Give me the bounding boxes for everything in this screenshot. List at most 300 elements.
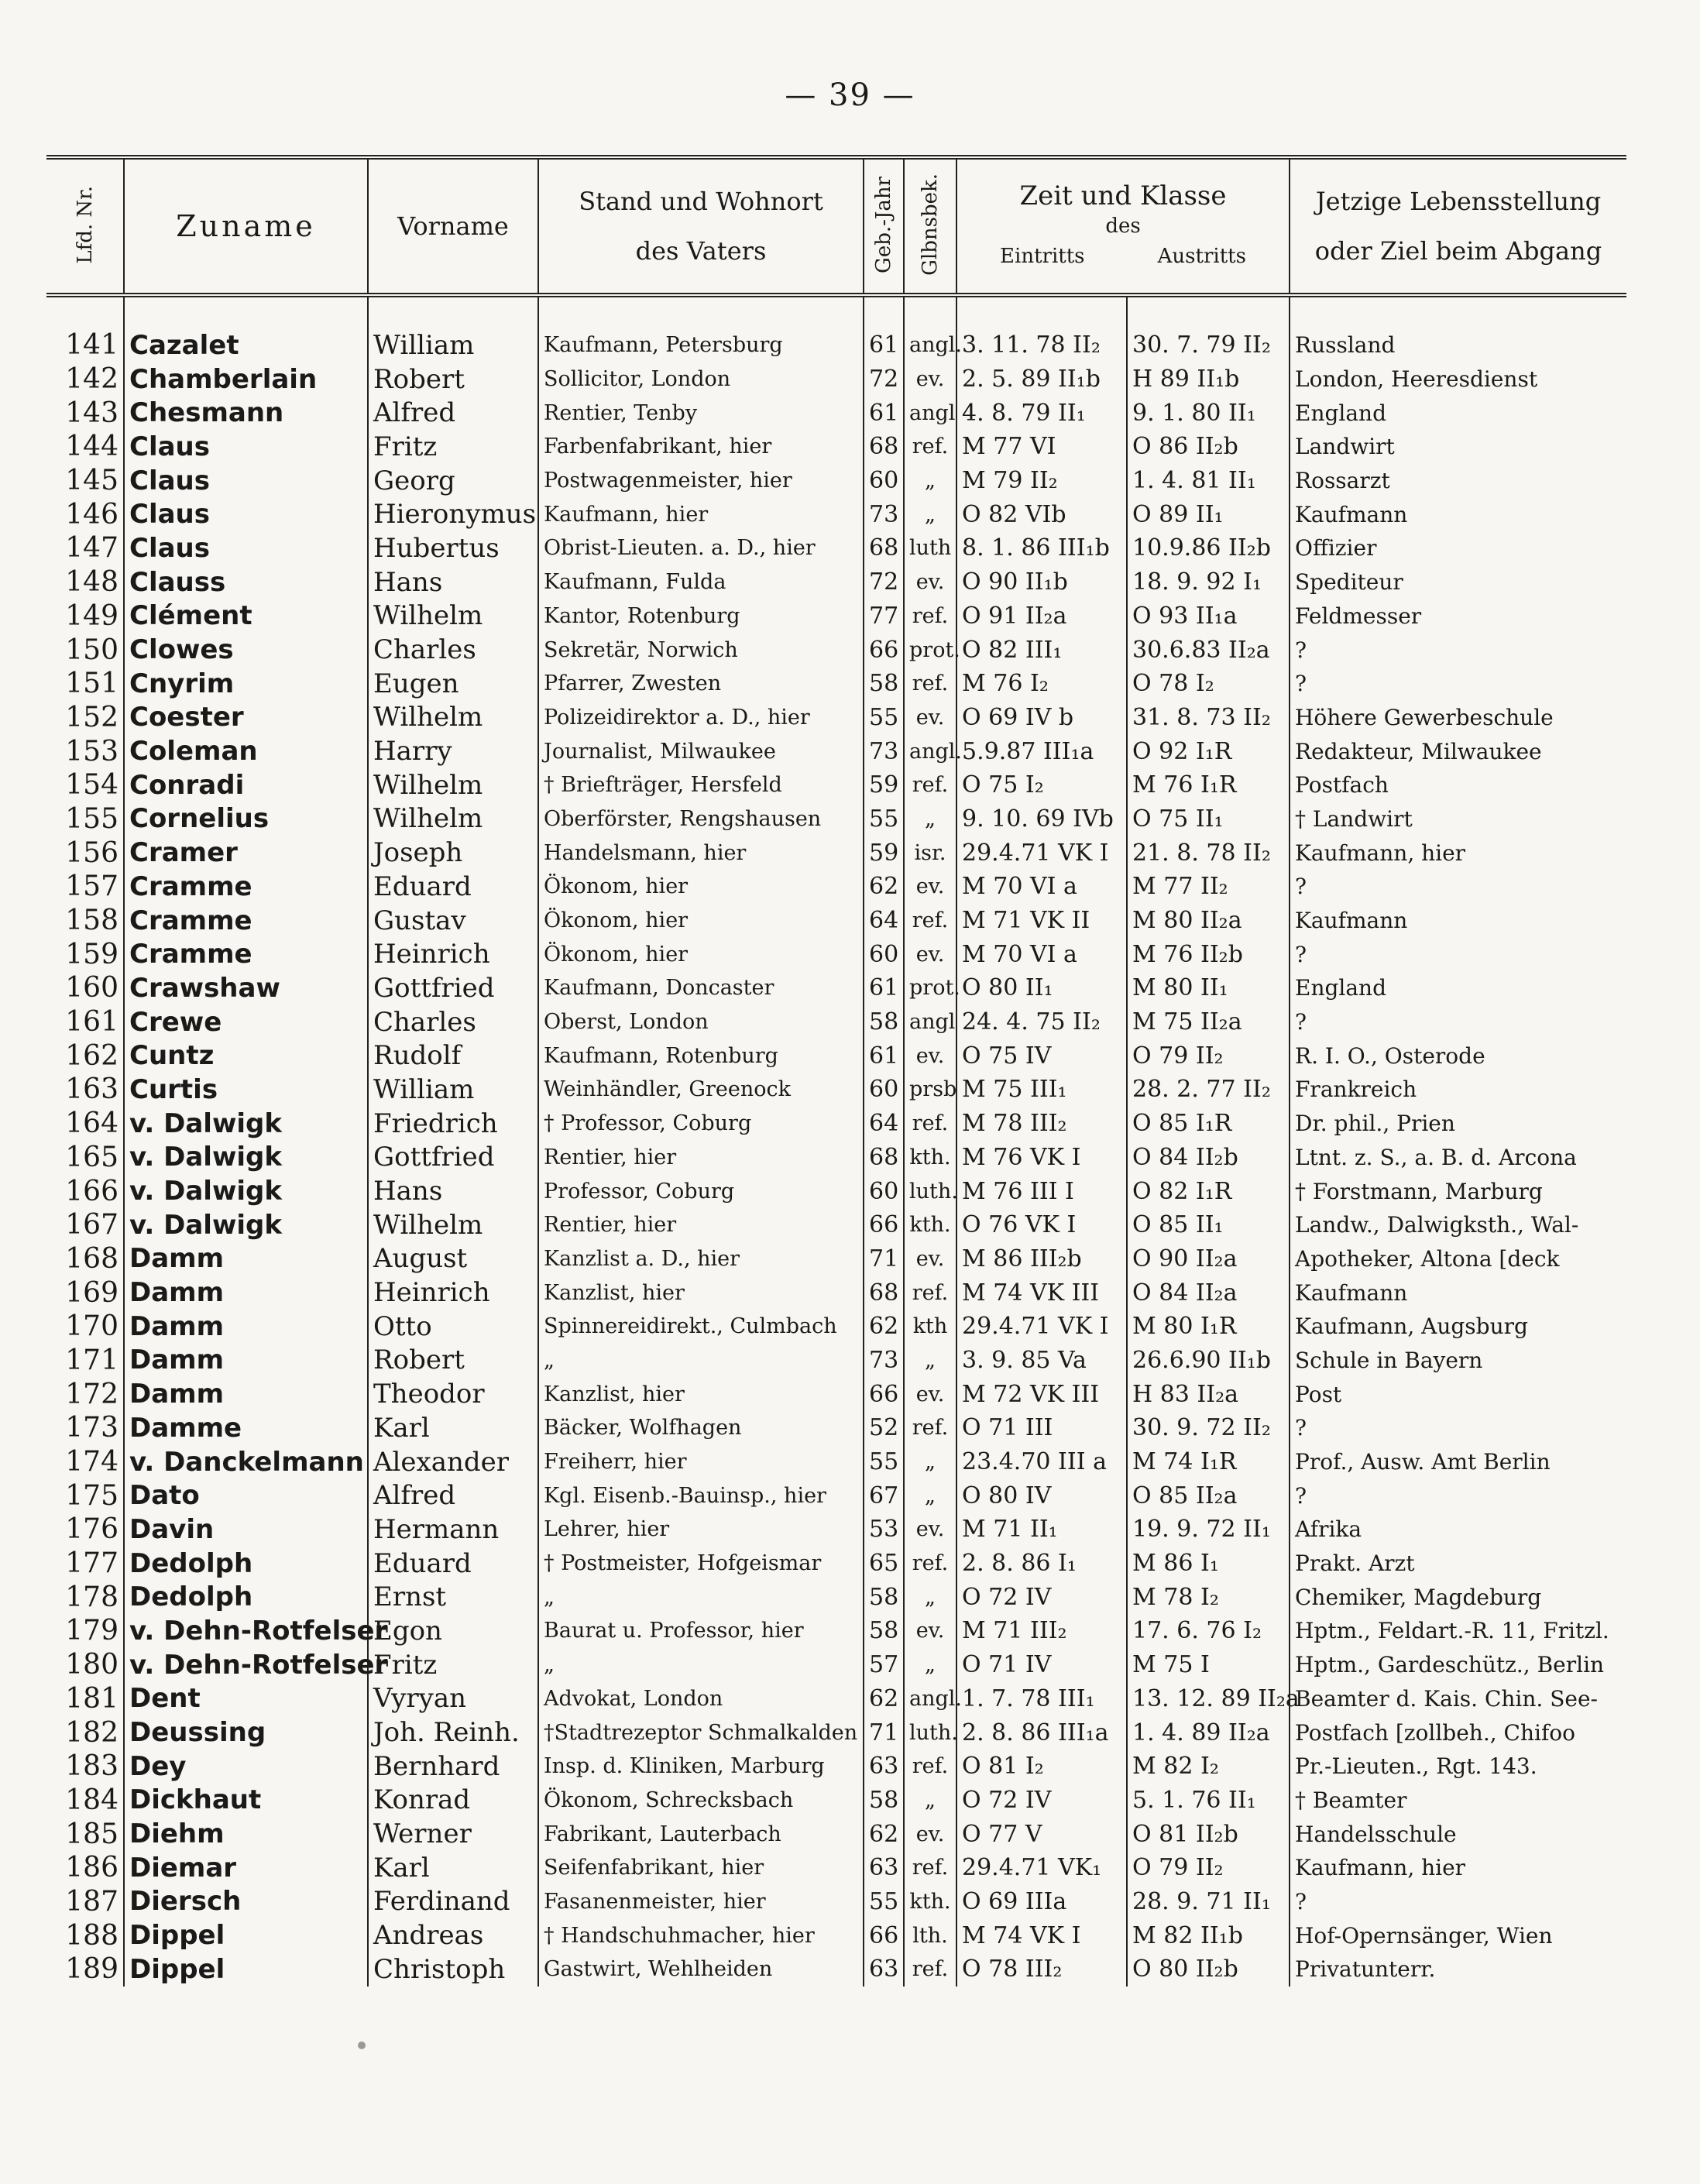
cell-austritt: M 75 I: [1127, 1648, 1290, 1682]
cell-stand: „: [538, 1580, 864, 1614]
cell-nr: 179: [46, 1614, 124, 1648]
cell-vorname: Charles: [368, 633, 538, 667]
cell-stellung: R. I. O., Osterode: [1295, 1042, 1485, 1069]
cell-glb: luth: [904, 531, 956, 565]
cell-glb: prot.: [904, 633, 956, 667]
cell-glb: ref.: [904, 599, 956, 634]
cell-nr: 188: [46, 1918, 124, 1952]
cell-stand: †Stadtrezeptor Schmalkalden: [538, 1715, 864, 1750]
cell-nr: 154: [46, 768, 124, 802]
table-row: [46, 1242, 1626, 1276]
cell-stellung: London, Heeresdienst: [1295, 366, 1538, 393]
table-row: [46, 1141, 1626, 1175]
cell-austritt: 30. 7. 79 II₂: [1127, 295, 1290, 362]
cell-vorname: Egon: [368, 1614, 538, 1648]
cell-geb: 53: [864, 1513, 904, 1547]
cell-zuname: Damm: [124, 1377, 368, 1411]
table-row: [46, 1005, 1626, 1039]
cell-zuname: Dippel: [124, 1952, 368, 1987]
header-stellung: Jetzige Lebensstellung oder Ziel beim Abgang: [1290, 157, 1626, 295]
cell-vorname: Ferdinand: [368, 1885, 538, 1919]
cell-geb: 68: [864, 1276, 904, 1310]
cell-zuname: Cramer: [124, 836, 368, 870]
cell-stellung: † Forstmann, Marburg: [1295, 1178, 1543, 1204]
cell-stand: Farbenfabrikant, hier: [538, 430, 864, 464]
cell-nr: 160: [46, 971, 124, 1005]
cell-glb: „: [904, 1445, 956, 1479]
cell-nr: 156: [46, 836, 124, 870]
cell-vorname: Ernst: [368, 1580, 538, 1614]
table-row: [46, 295, 1626, 362]
cell-geb: 73: [864, 1344, 904, 1378]
cell-stand: Fasanenmeister, hier: [538, 1885, 864, 1919]
cell-stand: Bäcker, Wolfhagen: [538, 1411, 864, 1445]
cell-stand: Ökonom, hier: [538, 904, 864, 938]
cell-stand: Kanzlist, hier: [538, 1377, 864, 1411]
table-row: [46, 362, 1626, 397]
cell-stellung: Feldmesser: [1295, 603, 1422, 629]
table-row: [46, 633, 1626, 667]
cell-eintritt: 23.4.70 III a: [956, 1445, 1127, 1479]
cell-geb: 66: [864, 1918, 904, 1952]
cell-vorname: Andreas: [368, 1918, 538, 1952]
cell-stellung: ?: [1295, 1415, 1307, 1441]
cell-stand: Kgl. Eisenb.-Bauinsp., hier: [538, 1478, 864, 1513]
cell-geb: 63: [864, 1851, 904, 1885]
cell-stellung: Kaufmann: [1295, 501, 1408, 527]
cell-vorname: Hans: [368, 565, 538, 599]
cell-austritt: 9. 1. 80 II₁: [1127, 396, 1290, 430]
cell-eintritt: O 81 I₂: [956, 1750, 1127, 1784]
table-row: [46, 1614, 1626, 1648]
cell-zuname: Damm: [124, 1344, 368, 1378]
cell-zuname: Cramme: [124, 937, 368, 971]
cell-stand: Spinnereidirekt., Culmbach: [538, 1310, 864, 1344]
cell-nr: 175: [46, 1478, 124, 1513]
cell-geb: 73: [864, 497, 904, 531]
cell-eintritt: 4. 8. 79 II₁: [956, 396, 1127, 430]
cell-austritt: O 89 II₁: [1127, 497, 1290, 531]
cell-geb: 58: [864, 1580, 904, 1614]
cell-stand: Seifenfabrikant, hier: [538, 1851, 864, 1885]
cell-stellung: † Landwirt: [1295, 805, 1413, 832]
cell-nr: 184: [46, 1784, 124, 1818]
cell-nr: 181: [46, 1682, 124, 1716]
cell-eintritt: O 82 VIb: [956, 497, 1127, 531]
cell-eintritt: M 74 VK I: [956, 1918, 1127, 1952]
cell-stand: Baurat u. Professor, hier: [538, 1614, 864, 1648]
cell-stellung: ?: [1295, 1009, 1307, 1035]
cell-geb: 73: [864, 734, 904, 768]
header-zuname: Zuname: [124, 157, 368, 295]
cell-zuname: Dato: [124, 1478, 368, 1513]
cell-stand: Oberst, London: [538, 1005, 864, 1039]
cell-eintritt: 2. 5. 89 II₁b: [956, 362, 1127, 397]
cell-zuname: v. Dalwigk: [124, 1208, 368, 1242]
cell-nr: 144: [46, 430, 124, 464]
cell-vorname: Rudolf: [368, 1039, 538, 1073]
cell-glb: ev.: [904, 1242, 956, 1276]
cell-nr: 186: [46, 1851, 124, 1885]
cell-stellung: Post: [1295, 1381, 1342, 1407]
cell-stellung: Hof-Opernsänger, Wien: [1295, 1922, 1553, 1949]
cell-stellung: Landw., Dalwigksth., Wal-: [1295, 1212, 1579, 1238]
table-row: [46, 971, 1626, 1005]
cell-nr: 180: [46, 1648, 124, 1682]
cell-stand: Insp. d. Kliniken, Marburg: [538, 1750, 864, 1784]
cell-eintritt: O 90 II₁b: [956, 565, 1127, 599]
cell-stellung: Kaufmann, hier: [1295, 1855, 1466, 1881]
cell-austritt: M 76 I₁R: [1127, 768, 1290, 802]
cell-geb: 58: [864, 667, 904, 701]
cell-vorname: Georg: [368, 464, 538, 498]
cell-zuname: Diersch: [124, 1885, 368, 1919]
cell-geb: 68: [864, 430, 904, 464]
cell-eintritt: 29.4.71 VK I: [956, 1310, 1127, 1344]
cell-stellung: Frankreich: [1295, 1077, 1417, 1103]
cell-nr: 176: [46, 1513, 124, 1547]
cell-vorname: Robert: [368, 1344, 538, 1378]
cell-austritt: H 83 II₂a: [1127, 1377, 1290, 1411]
cell-vorname: Alfred: [368, 1478, 538, 1513]
cell-zuname: Dent: [124, 1682, 368, 1716]
cell-geb: 71: [864, 1715, 904, 1750]
cell-glb: ev.: [904, 1817, 956, 1851]
cell-stand: Rentier, hier: [538, 1208, 864, 1242]
cell-stand: Postwagenmeister, hier: [538, 464, 864, 498]
cell-zuname: Cramme: [124, 904, 368, 938]
cell-stand: Rentier, Tenby: [538, 396, 864, 430]
cell-geb: 63: [864, 1750, 904, 1784]
cell-glb: ev.: [904, 870, 956, 904]
cell-stellung: ?: [1295, 941, 1307, 967]
cell-geb: 58: [864, 1784, 904, 1818]
cell-vorname: Charles: [368, 1005, 538, 1039]
cell-austritt: M 80 II₂a: [1127, 904, 1290, 938]
cell-nr: 172: [46, 1377, 124, 1411]
cell-eintritt: M 71 III₂: [956, 1614, 1127, 1648]
table-row: [46, 1918, 1626, 1952]
cell-glb: prsb: [904, 1073, 956, 1107]
cell-zuname: Claus: [124, 464, 368, 498]
cell-nr: 157: [46, 870, 124, 904]
cell-vorname: Harry: [368, 734, 538, 768]
cell-eintritt: M 70 VI a: [956, 937, 1127, 971]
cell-zuname: Dedolph: [124, 1547, 368, 1581]
cell-glb: ref.: [904, 1107, 956, 1141]
table-row: [46, 802, 1626, 836]
ink-smudge: [358, 2041, 366, 2049]
cell-nr: 142: [46, 362, 124, 397]
cell-glb: „: [904, 802, 956, 836]
cell-nr: 149: [46, 599, 124, 634]
cell-stand: Kaufmann, Petersburg: [538, 295, 864, 362]
cell-glb: ev.: [904, 565, 956, 599]
table-row: [46, 1039, 1626, 1073]
cell-zuname: Coleman: [124, 734, 368, 768]
cell-vorname: Hubertus: [368, 531, 538, 565]
cell-eintritt: O 78 III₂: [956, 1952, 1127, 1987]
cell-geb: 72: [864, 565, 904, 599]
cell-glb: kth.: [904, 1208, 956, 1242]
cell-nr: 170: [46, 1310, 124, 1344]
cell-austritt: 28. 9. 71 II₁: [1127, 1885, 1290, 1919]
cell-nr: 171: [46, 1344, 124, 1378]
cell-glb: isr.: [904, 836, 956, 870]
cell-stellung: Prakt. Arzt: [1295, 1550, 1415, 1577]
cell-nr: 167: [46, 1208, 124, 1242]
cell-geb: 59: [864, 836, 904, 870]
cell-nr: 161: [46, 1005, 124, 1039]
table-row: [46, 1885, 1626, 1919]
cell-geb: 55: [864, 802, 904, 836]
cell-vorname: Otto: [368, 1310, 538, 1344]
cell-eintritt: 8. 1. 86 III₁b: [956, 531, 1127, 565]
cell-stand: Obrist-Lieuten. a. D., hier: [538, 531, 864, 565]
cell-vorname: William: [368, 295, 538, 362]
cell-stellung: Spediteur: [1295, 569, 1403, 596]
cell-vorname: Eugen: [368, 667, 538, 701]
cell-stellung: Hptm., Gardeschütz., Berlin: [1295, 1652, 1605, 1678]
cell-glb: ev.: [904, 1377, 956, 1411]
cell-nr: 158: [46, 904, 124, 938]
cell-zuname: Diehm: [124, 1817, 368, 1851]
cell-zuname: v. Dalwigk: [124, 1174, 368, 1208]
cell-nr: 145: [46, 464, 124, 498]
cell-eintritt: O 80 IV: [956, 1478, 1127, 1513]
cell-geb: 55: [864, 1885, 904, 1919]
cell-glb: „: [904, 1478, 956, 1513]
header-austritts: Austritts: [1157, 245, 1246, 268]
cell-eintritt: O 75 IV: [956, 1039, 1127, 1073]
cell-vorname: Hermann: [368, 1513, 538, 1547]
cell-nr: 141: [46, 295, 124, 362]
cell-geb: 63: [864, 1952, 904, 1987]
table-row: [46, 1174, 1626, 1208]
cell-zuname: Crawshaw: [124, 971, 368, 1005]
cell-stand: Kaufmann, Rotenburg: [538, 1039, 864, 1073]
cell-nr: 147: [46, 531, 124, 565]
cell-glb: ev.: [904, 701, 956, 735]
cell-stand: † Handschuhmacher, hier: [538, 1918, 864, 1952]
cell-vorname: Heinrich: [368, 1276, 538, 1310]
table-row: [46, 836, 1626, 870]
cell-stellung: Rossarzt: [1295, 468, 1390, 494]
cell-stand: Oberförster, Rengshausen: [538, 802, 864, 836]
cell-stellung: Postfach [zollbeh., Chifoo: [1295, 1719, 1576, 1746]
cell-zuname: Claus: [124, 497, 368, 531]
cell-stellung: Kaufmann: [1295, 908, 1408, 934]
cell-zuname: Crewe: [124, 1005, 368, 1039]
cell-vorname: Fritz: [368, 430, 538, 464]
cell-eintritt: 2. 8. 86 III₁a: [956, 1715, 1127, 1750]
cell-austritt: O 93 II₁a: [1127, 599, 1290, 634]
cell-stand: Kanzlist a. D., hier: [538, 1242, 864, 1276]
cell-geb: 61: [864, 971, 904, 1005]
cell-geb: 58: [864, 1614, 904, 1648]
cell-stellung: Dr. phil., Prien: [1295, 1111, 1455, 1137]
cell-austritt: 18. 9. 92 I₁: [1127, 565, 1290, 599]
cell-stand: Sekretär, Norwich: [538, 633, 864, 667]
header-vorname: Vorname: [368, 157, 538, 295]
cell-eintritt: M 79 II₂: [956, 464, 1127, 498]
cell-eintritt: M 76 VK I: [956, 1141, 1127, 1175]
cell-nr: 183: [46, 1750, 124, 1784]
cell-glb: ref.: [904, 1952, 956, 1987]
cell-austritt: 1. 4. 89 II₂a: [1127, 1715, 1290, 1750]
cell-zuname: Damm: [124, 1276, 368, 1310]
cell-vorname: Alexander: [368, 1445, 538, 1479]
cell-eintritt: 29.4.71 VK I: [956, 836, 1127, 870]
cell-austritt: O 81 II₂b: [1127, 1817, 1290, 1851]
cell-glb: angl: [904, 396, 956, 430]
cell-stellung: ?: [1295, 1888, 1307, 1914]
cell-nr: 177: [46, 1547, 124, 1581]
cell-stand: Rentier, hier: [538, 1141, 864, 1175]
cell-vorname: Friedrich: [368, 1107, 538, 1141]
cell-stellung: Ltnt. z. S., a. B. d. Arcona: [1295, 1144, 1577, 1170]
cell-nr: 146: [46, 497, 124, 531]
table-row: [46, 1648, 1626, 1682]
cell-stellung: Beamter d. Kais. Chin. See-: [1295, 1685, 1598, 1712]
cell-stellung: Apotheker, Altona [deck: [1295, 1245, 1560, 1272]
cell-eintritt: O 72 IV: [956, 1784, 1127, 1818]
cell-stellung: Redakteur, Milwaukee: [1295, 738, 1542, 764]
cell-eintritt: M 71 II₁: [956, 1513, 1127, 1547]
cell-nr: 165: [46, 1141, 124, 1175]
cell-vorname: Wilhelm: [368, 701, 538, 735]
cell-geb: 64: [864, 1107, 904, 1141]
table-row: [46, 734, 1626, 768]
cell-eintritt: M 70 VI a: [956, 870, 1127, 904]
cell-glb: ev.: [904, 937, 956, 971]
cell-zuname: Claus: [124, 430, 368, 464]
cell-eintritt: 5.9.87 III₁a: [956, 734, 1127, 768]
cell-zuname: v. Danckelmann: [124, 1445, 368, 1479]
cell-austritt: O 84 II₂a: [1127, 1276, 1290, 1310]
cell-stellung: Prof., Ausw. Amt Berlin: [1295, 1449, 1551, 1475]
cell-vorname: Wilhelm: [368, 599, 538, 634]
cell-austritt: O 84 II₂b: [1127, 1141, 1290, 1175]
cell-austritt: O 78 I₂: [1127, 667, 1290, 701]
cell-austritt: O 79 II₂: [1127, 1039, 1290, 1073]
cell-geb: 61: [864, 396, 904, 430]
cell-nr: 182: [46, 1715, 124, 1750]
cell-geb: 65: [864, 1547, 904, 1581]
cell-zuname: Curtis: [124, 1073, 368, 1107]
cell-geb: 58: [864, 1005, 904, 1039]
cell-nr: 143: [46, 396, 124, 430]
table-row: [46, 565, 1626, 599]
cell-eintritt: O 71 IV: [956, 1648, 1127, 1682]
cell-stellung: England: [1295, 975, 1387, 1001]
cell-glb: luth.: [904, 1715, 956, 1750]
cell-glb: angl.: [904, 295, 956, 362]
cell-eintritt: M 74 VK III: [956, 1276, 1127, 1310]
cell-eintritt: O 69 IV b: [956, 701, 1127, 735]
cell-austritt: 10.9.86 II₂b: [1127, 531, 1290, 565]
cell-austritt: O 92 I₁R: [1127, 734, 1290, 768]
cell-vorname: Eduard: [368, 1547, 538, 1581]
cell-zuname: Cazalet: [124, 295, 368, 362]
table-row: [46, 1513, 1626, 1547]
cell-geb: 62: [864, 870, 904, 904]
cell-nr: 189: [46, 1952, 124, 1987]
cell-eintritt: 9. 10. 69 IVb: [956, 802, 1127, 836]
cell-eintritt: O 76 VK I: [956, 1208, 1127, 1242]
cell-nr: 166: [46, 1174, 124, 1208]
table-row: [46, 1107, 1626, 1141]
cell-vorname: Bernhard: [368, 1750, 538, 1784]
cell-stand: Professor, Coburg: [538, 1174, 864, 1208]
cell-stand: Advokat, London: [538, 1682, 864, 1716]
cell-eintritt: M 76 I₂: [956, 667, 1127, 701]
header-zeit: Zeit und Klasse des Eintritts Austritts: [956, 157, 1290, 295]
cell-vorname: Christoph: [368, 1952, 538, 1987]
cell-eintritt: O 80 II₁: [956, 971, 1127, 1005]
cell-vorname: Wilhelm: [368, 768, 538, 802]
cell-austritt: O 90 II₂a: [1127, 1242, 1290, 1276]
table-row: [46, 1377, 1626, 1411]
cell-stand: Kaufmann, Doncaster: [538, 971, 864, 1005]
cell-stellung: Hptm., Feldart.-R. 11, Fritzl.: [1295, 1618, 1609, 1644]
cell-austritt: M 78 I₂: [1127, 1580, 1290, 1614]
cell-stellung: England: [1295, 400, 1387, 426]
cell-zuname: Clauss: [124, 565, 368, 599]
cell-eintritt: 1. 7. 78 III₁: [956, 1682, 1127, 1716]
cell-eintritt: M 86 III₂b: [956, 1242, 1127, 1276]
cell-zuname: Damme: [124, 1411, 368, 1445]
table-row: [46, 464, 1626, 498]
cell-glb: lth.: [904, 1918, 956, 1952]
cell-stand: Kanzlist, hier: [538, 1276, 864, 1310]
cell-glb: ref.: [904, 1276, 956, 1310]
cell-eintritt: O 75 I₂: [956, 768, 1127, 802]
cell-nr: 178: [46, 1580, 124, 1614]
cell-vorname: Joseph: [368, 836, 538, 870]
cell-geb: 62: [864, 1310, 904, 1344]
cell-austritt: 5. 1. 76 II₁: [1127, 1784, 1290, 1818]
cell-geb: 66: [864, 633, 904, 667]
cell-stellung: ?: [1295, 637, 1307, 663]
cell-nr: 155: [46, 802, 124, 836]
cell-nr: 173: [46, 1411, 124, 1445]
cell-austritt: O 75 II₁: [1127, 802, 1290, 836]
cell-austritt: O 85 I₁R: [1127, 1107, 1290, 1141]
cell-stand: Polizeidirektor a. D., hier: [538, 701, 864, 735]
cell-eintritt: M 75 III₁: [956, 1073, 1127, 1107]
cell-geb: 77: [864, 599, 904, 634]
table-row: [46, 667, 1626, 701]
cell-austritt: O 82 I₁R: [1127, 1174, 1290, 1208]
cell-vorname: Karl: [368, 1411, 538, 1445]
cell-zuname: Dickhaut: [124, 1784, 368, 1818]
cell-vorname: Heinrich: [368, 937, 538, 971]
cell-vorname: Gottfried: [368, 1141, 538, 1175]
cell-glb: ev.: [904, 362, 956, 397]
table-row: [46, 599, 1626, 634]
cell-vorname: Gustav: [368, 904, 538, 938]
cell-zuname: Claus: [124, 531, 368, 565]
cell-stellung: Handelsschule: [1295, 1821, 1457, 1847]
cell-stand: Ökonom, Schrecksbach: [538, 1784, 864, 1818]
cell-vorname: Eduard: [368, 870, 538, 904]
student-register-table: [46, 155, 1626, 1987]
cell-austritt: 1. 4. 81 II₁: [1127, 464, 1290, 498]
cell-eintritt: O 91 II₂a: [956, 599, 1127, 634]
cell-glb: angl.: [904, 1682, 956, 1716]
cell-stellung: Höhere Gewerbeschule: [1295, 704, 1554, 730]
